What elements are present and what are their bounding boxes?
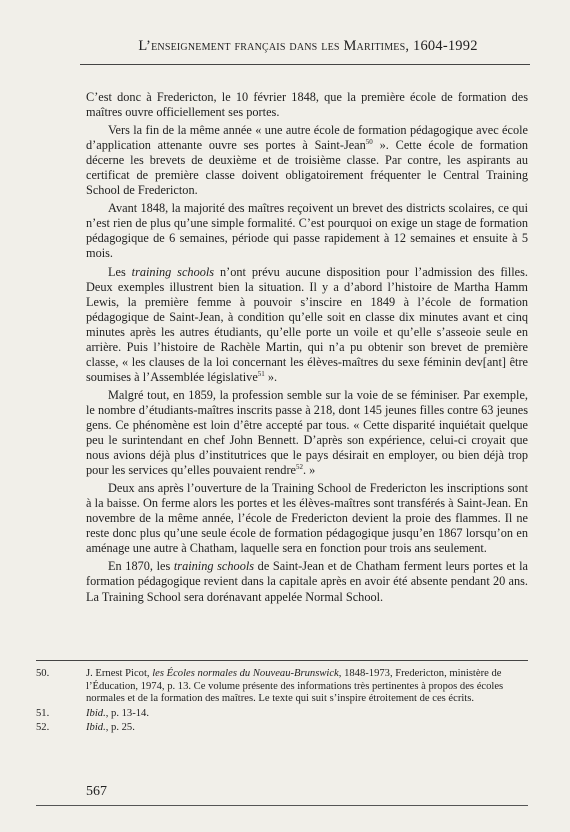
text-run: Les	[108, 264, 132, 279]
page-number-rule	[36, 805, 528, 806]
footnote-text	[86, 722, 528, 735]
text-run: Deux ans après l’ouverture de la Training School de Fredericton les inscriptions sont à la baisse. On ferme alors les portes et les élèves-maîtres sont transférés à Saint-Jean. En novembre de la même année, l’école de Fredericton devient la proie des flammes. Il ne reste donc plus qu’une seule école de formation pédagogique jusqu’en 1867 lorsqu’on en aménage une autre à Chatham, laquelle sera en fonction pour trois ans seulement.	[86, 481, 528, 556]
italic-text: training schools	[173, 559, 255, 574]
text-run: Avant 1848, la majorité des maîtres reçoivent un brevet des districts scolaires, ce qui n’est rien de plus qu’une simple formalité. C’est pourquoi on exige un stage de formation pédagogique de 6 semaines, période qui passe rapidement à 12 semaines et ensuite à 5 mois.	[86, 201, 528, 261]
text-run: Vers la fin de la même année « une autre école de formation pédagogique avec école d’application attenante ouvre ses portes à Saint-Jean	[86, 123, 528, 153]
paragraph	[86, 123, 528, 198]
text-run: En 1870, les	[108, 559, 174, 574]
footnote-text	[86, 668, 528, 706]
paragraph	[86, 481, 528, 556]
footnote-rule	[36, 660, 528, 661]
running-header: L’enseignement français dans les Maritimes, 1604-1992	[138, 38, 478, 54]
italic-text: Ibid.	[86, 707, 106, 719]
text-run: de Saint-Jean et de Chatham ferment leurs portes et la formation pédagogique revient dans la capitale après en avoir été absente pendant 20 ans. La Training School sera dorénavant appelée Normal School.	[86, 559, 529, 604]
text-run: J. Ernest Picot,	[86, 668, 153, 679]
text-run: . »	[303, 463, 316, 478]
footnote-number: 52.	[36, 722, 50, 734]
italic-text: Ibid.	[86, 722, 106, 734]
footnote-text	[86, 708, 528, 721]
paragraph	[86, 90, 528, 120]
footnote-ref: 52	[296, 463, 303, 472]
paragraph	[86, 559, 528, 604]
main-text	[86, 90, 528, 608]
page-number: 567	[86, 784, 107, 799]
text-run: ».	[264, 369, 278, 384]
paragraph	[86, 265, 528, 385]
footnote-number: 50.	[36, 668, 50, 679]
header-rule	[80, 64, 530, 65]
text-run: , 1848-1973, Fredericton, ministère de l’Éducation, 1974, p. 13. Ce volume présente des informations très pertinentes à propos des écoles normales et de la formation des maîtres. Le texte qui suit s’inspire étroitement de ces écrits.	[86, 668, 504, 705]
paragraph	[86, 388, 528, 478]
text-run: n’ont prévu aucune disposition pour l’admission des filles. Deux exemples illustrent bien la situation. Il y a d’abord l’histoire de Martha Hamm Lewis, la première femme à pouvoir s’inscire en 1849 à l’école de formation pédagogique de Saint-Jean, à condition qu’elle soit en classe dix minutes avant et cinq minutes après les autres étudiants, qu’elle porte un voile et qu’elle s’asseoie seule en arrière. Puis l’histoire de Rachèle Martin, qui n’a pu obtenir son brevet de première classe, « les clauses de la loi concernant les élèves-maîtres du sexe féminin dev[ant] être soumises à l’Assemblée législative	[86, 264, 528, 384]
footnotes	[36, 668, 528, 737]
footnote-ref: 50	[365, 138, 373, 147]
text-run: , p. 13-14.	[105, 707, 149, 719]
italic-text: training schools	[131, 264, 215, 279]
text-run: ». Cette école de formation décerne les brevets de deuxième et de troisième classe. Par contre, les aspirants au certificat de première classe doivent obligatoirement fréquenter le Central Training School de Fredericton.	[86, 138, 528, 198]
paragraph	[86, 201, 528, 261]
footnote	[36, 668, 528, 706]
footnote-number: 51.	[36, 707, 50, 719]
footnote	[36, 722, 528, 735]
italic-text: les Écoles normales du Nouveau-Brunswick	[152, 668, 339, 679]
text-run: C’est donc à Fredericton, le 10 février 1848, que la première école de formation des maîtres ouvre officiellement ses portes.	[86, 90, 528, 120]
text-run: Malgré tout, en 1859, la profession semble sur la voie de se féminiser. Par exemple, le nombre d’étudiants-maîtres inscrits passe à 218, dont 145 jeunes filles contre 63 jeunes gens. Ce phénomène est loin d’être accepté par tous. « Cette disparité inquiétait quelque peu le surintendant en chef John Bennett. D’après son expérience, celui-ci croyait que nous avions déjà plus d’institutrices que le pays désirait en employer, ou bien déjà trop pour les services qu’elles pouvaient rendre	[86, 387, 528, 478]
footnote	[36, 708, 528, 721]
footnote-ref: 51	[257, 369, 265, 378]
text-run: , p. 25.	[105, 722, 135, 734]
